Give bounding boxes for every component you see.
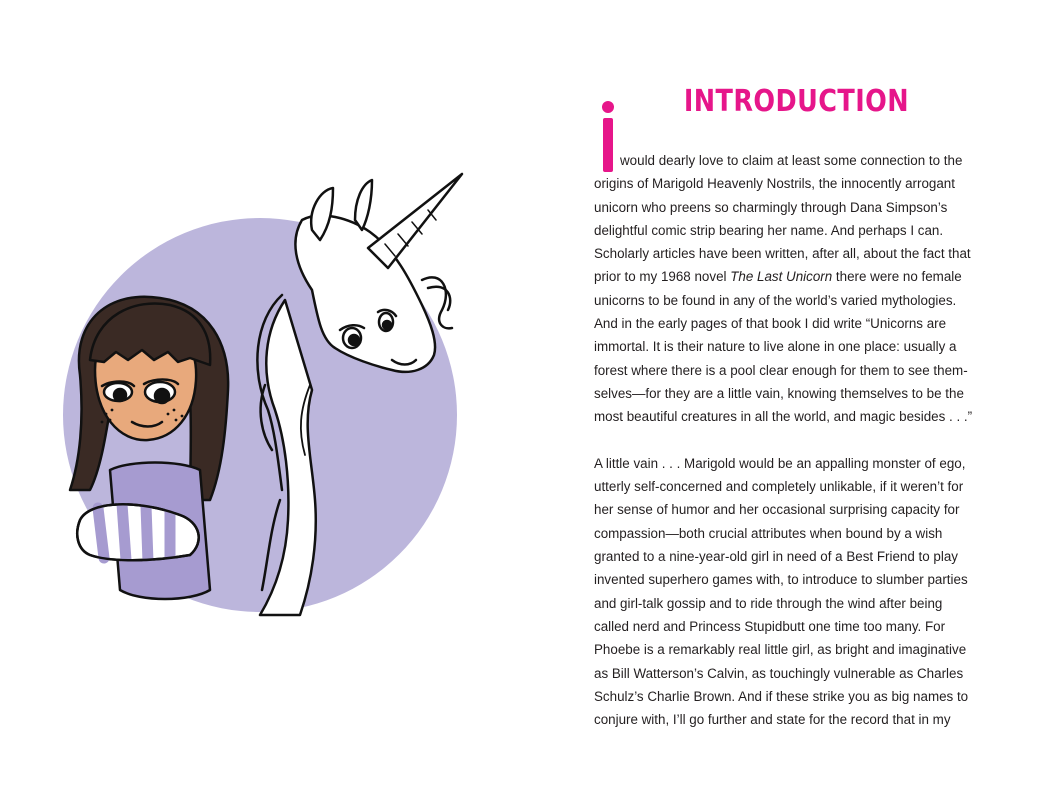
text-line: unicorns to be found in any of the world’s varied mythologies. xyxy=(594,292,957,308)
text-line: unicorn who preens so charmingly through Dana Simpson’s xyxy=(594,199,948,215)
text-line: A little vain . . . Marigold would be an appalling monster of ego, xyxy=(594,455,966,471)
text-line: and girl-talk gossip and to ride through the wind after being xyxy=(594,595,943,611)
girl-and-unicorn-illustration xyxy=(50,170,470,630)
text-line: her sense of humor and her occasional surprising capacity for xyxy=(594,502,960,518)
text-line-with-title xyxy=(594,265,986,288)
text-line: selves—for they are a little vain, knowing themselves to be the xyxy=(594,385,964,401)
chapter-heading xyxy=(596,84,996,119)
text-line: delightful comic strip bearing her name. And perhaps I can. xyxy=(594,222,944,238)
text-line: would dearly love to claim at least some connection to the xyxy=(620,153,963,168)
text-line: Schulz’s Charlie Brown. And if these strike you as big names to xyxy=(594,688,969,704)
text-line: invented superhero games with, to introduce to slumber parties xyxy=(594,572,968,588)
text-line: origins of Marigold Heavenly Nostrils, the innocently arrogant xyxy=(594,176,955,192)
text-line: as Bill Watterson’s Calvin, as touchingly vulnerable as Charles xyxy=(594,665,964,681)
text-line: immortal. It is their nature to live alone in one place: usually a xyxy=(594,339,957,355)
heading-text: INTRODUCTION xyxy=(683,84,909,119)
text-line: Phoebe is a remarkably real little girl, as bright and imaginative xyxy=(594,642,967,658)
text-line: called nerd and Princess Stupidbutt one time too many. For xyxy=(594,618,946,634)
text-line: utterly self-concerned and completely unlikable, if it weren’t for xyxy=(594,479,964,495)
text-fragment: there were no female xyxy=(832,269,962,285)
text-fragment: prior to my 1968 novel xyxy=(594,269,731,285)
text-line: compassion—both crucial attributes when bound by a wish xyxy=(594,525,943,541)
introduction-body xyxy=(594,149,986,731)
text-line: most beautiful creatures in all the world, and magic besides . . .” xyxy=(594,409,973,425)
text-line: Scholarly articles have been written, after all, about the fact that xyxy=(594,246,971,262)
text-line: forest where there is a pool clear enough for them to see them- xyxy=(594,362,968,378)
text-line: granted to a nine-year-old girl in need of a Best Friend to play xyxy=(594,549,958,565)
paragraph-gap xyxy=(594,429,986,452)
book-title: The Last Unicorn xyxy=(730,269,833,285)
text-line: And in the early pages of that book I did write “Unicorns are xyxy=(594,316,947,332)
text-line: conjure with, I’ll go further and state for the record that in my xyxy=(594,712,951,728)
